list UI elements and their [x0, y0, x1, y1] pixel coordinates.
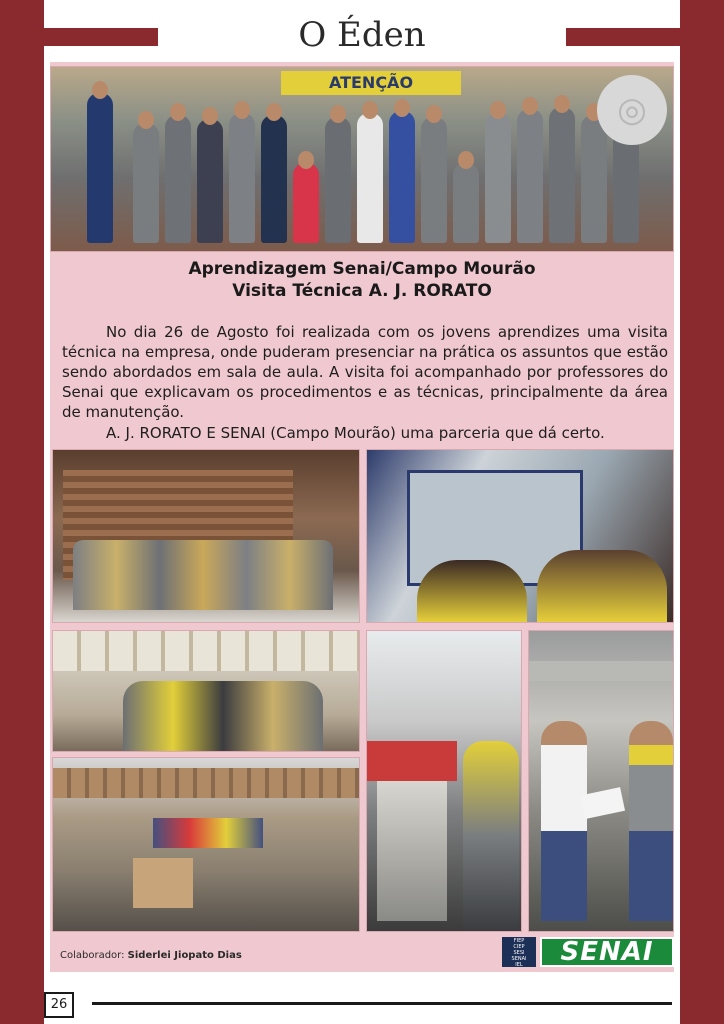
page-number: 26 [44, 992, 74, 1018]
header-accent-left [44, 28, 158, 46]
senai-logo: SENAI [540, 937, 674, 967]
credit-name: Siderlei Jiopato Dias [127, 950, 242, 961]
company-logo-wall: ◎ [597, 75, 667, 145]
group-photo [50, 66, 674, 252]
fiep-system-logo: FIEP CIEP SESI SENAI IEL [502, 937, 536, 967]
photo-instructor-explaining [528, 630, 674, 932]
photo-factory-floor [52, 630, 360, 752]
banner-sign: ATENÇÃO [281, 71, 461, 95]
article-title [50, 258, 674, 302]
credit-label: Colaborador: [60, 950, 125, 961]
left-frame-bar [0, 0, 44, 1024]
right-frame-bar [680, 0, 724, 1024]
group-of-people [51, 76, 673, 251]
article-title-line2: Visita Técnica A. J. RORATO [232, 281, 492, 301]
header-accent-right [566, 28, 680, 46]
magazine-title: O Éden [298, 15, 426, 55]
article-body [62, 322, 668, 422]
photo-machine-inspection [366, 449, 674, 623]
article-closing: A. J. RORATO E SENAI (Campo Mourão) uma parceria que dá certo. [106, 424, 605, 442]
photo-production-line [366, 630, 522, 932]
article-title-line1: Aprendizagem Senai/Campo Mourão [188, 259, 536, 279]
photo-warehouse-aerial [52, 757, 360, 932]
photo-warehouse-group [52, 449, 360, 623]
article-paragraph: No dia 26 de Agosto foi realizada com os jovens aprendizes uma visita técnica na empresa, onde puderam presenciar na prática os assuntos que estão sendo abordados em sala de aula. A visita foi acompanhado por professores do Senai que explicavam os procedimentos e as técnicas, principalmente da área de manutenção. [62, 323, 668, 421]
footer-rule [92, 1002, 672, 1005]
photo-credit [60, 950, 242, 961]
